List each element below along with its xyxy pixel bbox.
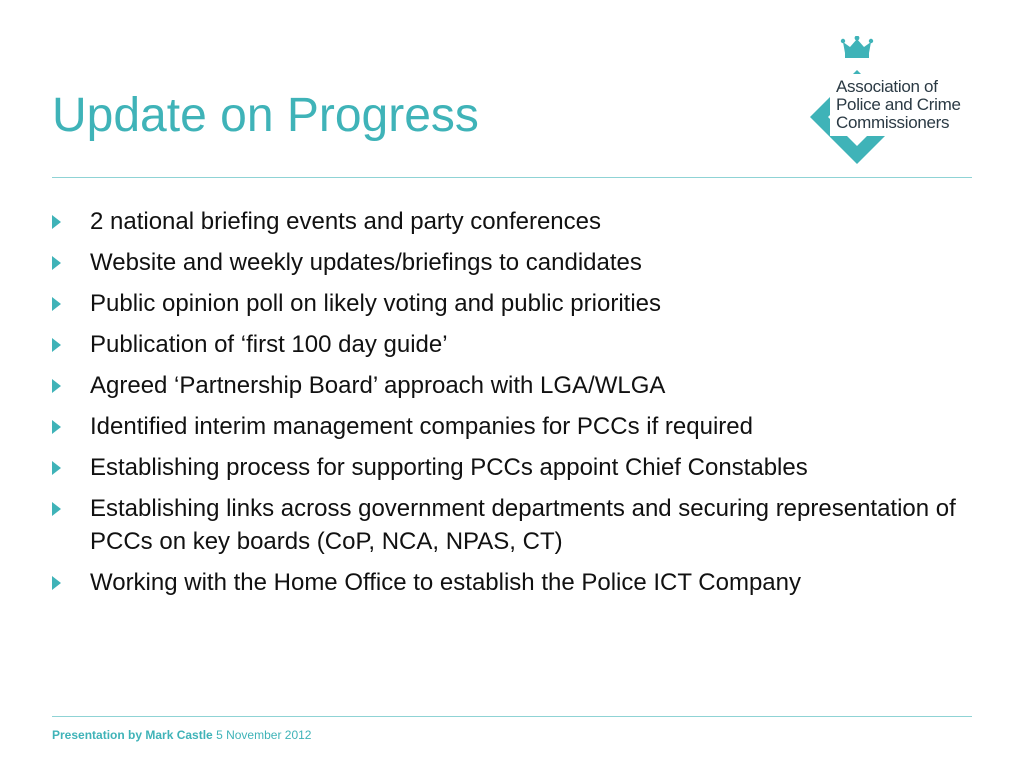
triangle-bullet-icon bbox=[52, 256, 61, 270]
bullet-text: Agreed ‘Partnership Board’ approach with LGA/WLGA bbox=[90, 372, 666, 399]
bullet-text: Establishing process for supporting PCCs appoint Chief Constables bbox=[90, 454, 808, 481]
slide-title: Update on Progress bbox=[52, 89, 479, 142]
bullet-item bbox=[52, 566, 972, 599]
triangle-bullet-icon bbox=[52, 576, 61, 590]
title-divider bbox=[52, 177, 972, 178]
bullet-item bbox=[52, 328, 972, 361]
footer bbox=[52, 727, 311, 743]
footer-divider bbox=[52, 716, 972, 717]
bullet-item bbox=[52, 410, 972, 443]
bullet-item bbox=[52, 287, 972, 320]
triangle-bullet-icon bbox=[52, 215, 61, 229]
bullet-list bbox=[52, 205, 972, 607]
bullet-text: Public opinion poll on likely voting and public priorities bbox=[90, 290, 661, 317]
bullet-text: Publication of ‘first 100 day guide’ bbox=[90, 331, 448, 358]
logo-line-3: Commissioners bbox=[836, 113, 950, 132]
footer-date: 5 November 2012 bbox=[216, 728, 312, 742]
apcc-logo bbox=[800, 36, 990, 166]
triangle-bullet-icon bbox=[52, 379, 61, 393]
bullet-item bbox=[52, 205, 972, 238]
bullet-item bbox=[52, 246, 972, 279]
logo-line-1: Association of bbox=[836, 77, 938, 96]
logo-line-2: Police and Crime bbox=[836, 95, 961, 114]
bullet-text: Working with the Home Office to establish the Police ICT Company bbox=[90, 569, 801, 596]
bullet-text: Website and weekly updates/briefings to candidates bbox=[90, 249, 642, 276]
bullet-item bbox=[52, 451, 972, 484]
triangle-bullet-icon bbox=[52, 338, 61, 352]
logo-text bbox=[836, 78, 961, 132]
footer-presenter: Presentation by Mark Castle bbox=[52, 728, 213, 742]
bullet-text: 2 national briefing events and party conferences bbox=[90, 208, 601, 235]
bullet-text: Establishing links across government departments and securing representation of PCCs on key boards (CoP, NCA, NPAS, CT) bbox=[90, 495, 956, 555]
bullet-item bbox=[52, 492, 972, 558]
triangle-bullet-icon bbox=[52, 297, 61, 311]
triangle-bullet-icon bbox=[52, 502, 61, 516]
triangle-bullet-icon bbox=[52, 461, 61, 475]
triangle-bullet-icon bbox=[52, 420, 61, 434]
bullet-text: Identified interim management companies for PCCs if required bbox=[90, 413, 753, 440]
bullet-item bbox=[52, 369, 972, 402]
